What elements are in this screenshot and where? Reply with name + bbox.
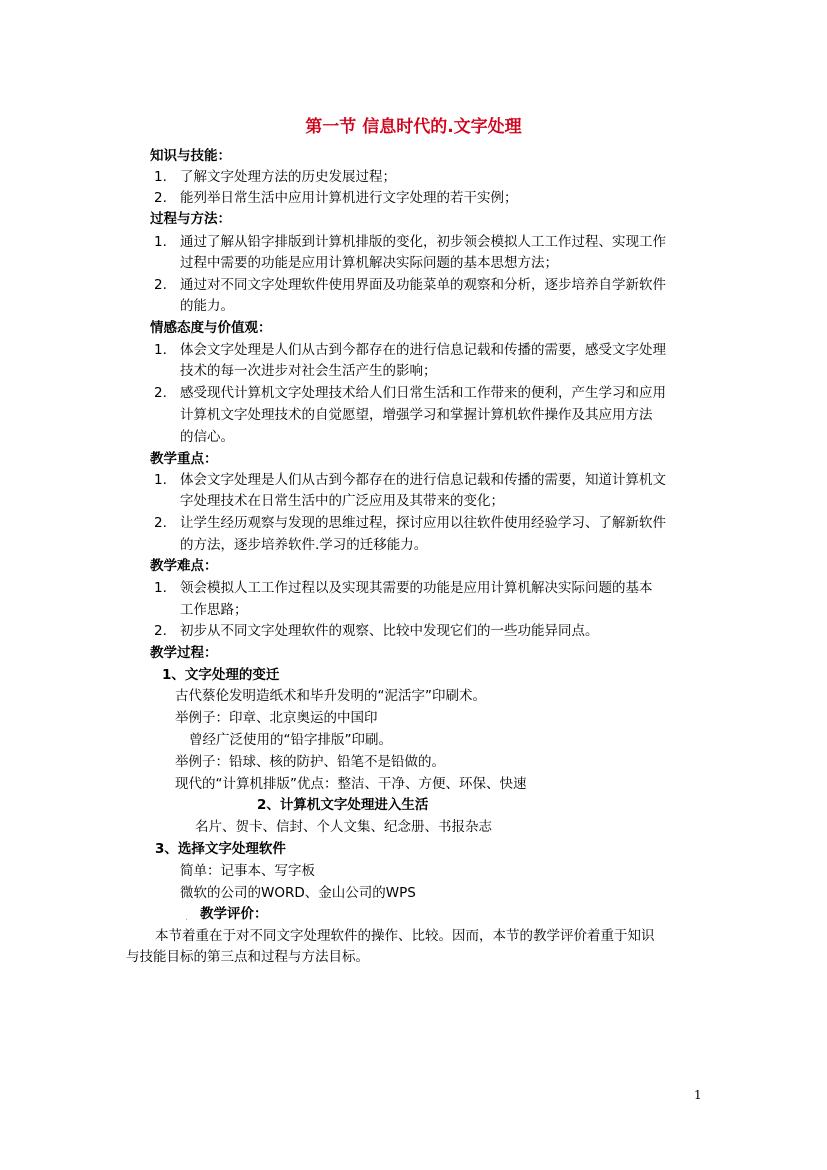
list-number: 2. [154,623,167,639]
subsection-heading: 2、计算机文字处理进入生活 [257,797,429,813]
list-item: 过程中需要的功能是应用计算机解决实际问题的基本思想方法； [180,255,558,271]
section-heading-keypoints: 教学重点： [150,451,218,467]
subsection-heading: 1、文字处理的变迁 [162,667,280,683]
list-item: 技术的每一次进步对社会生活产生的影响； [180,363,437,379]
list-item: 感受现代计算机文字处理技术给人们日常生活和工作带来的便利，产生学习和应用 [180,385,666,401]
list-item: 了解文字处理方法的历史发展过程； [180,169,396,185]
list-item: 的信心。 [180,429,234,445]
paragraph-line: 微软的公司的WORD、金山公司的WPS [180,885,416,901]
list-number: 2. [154,515,167,531]
paragraph-line: 曾经广泛使用的“铅字排版”印刷。 [189,732,392,748]
section-heading-teaching: 教学过程： [150,645,218,661]
list-number: 2. [154,277,167,293]
list-item: 计算机文字处理技术的自觉愿望，增强学习和掌握计算机软件操作及其应用方法 [180,407,653,423]
list-item: 体会文字处理是人们从古到今都存在的进行信息记载和传播的需要，知道计算机文 [180,472,666,488]
list-number: 1. [154,342,167,358]
list-item: 字处理技术在日常生活中的广泛应用及其带来的变化； [180,493,504,509]
section-heading-process: 过程与方法： [150,211,231,227]
paragraph-line: 名片、贺卡、信封、个人文集、纪念册、书报杂志 [195,819,492,835]
list-item: 领会模拟人工工作过程以及实现其需要的功能是应用计算机解决实际问题的基本 [180,580,653,596]
list-number: 1. [154,169,167,185]
section-heading-difficulties: 教学难点： [150,558,218,574]
list-item: 的能力。 [180,298,234,314]
paragraph-line: 本节着重在于对不同文字处理软件的操作、比较。因而，本节的教学评价着重于知识 [155,928,655,944]
section-heading-attitude: 情感态度与价值观： [150,320,272,336]
paragraph-line: 现代的“计算机排版”优点：整洁、干净、方便、环保、快速 [175,776,527,792]
list-number: 1. [154,234,167,250]
paragraph-line: 举例子：印章、北京奥运的中国印 [175,710,378,726]
list-item: 的方法，逐步培养软件.学习的迁移能力。 [180,537,428,553]
list-number: 1. [154,472,167,488]
page-title: 第一节 信息时代的.文字处理 [305,117,522,137]
list-item: 让学生经历观察与发现的思维过程，探讨应用以往软件使用经验学习、了解新软件 [180,515,666,531]
list-item: 体会文字处理是人们从古到今都存在的进行信息记载和传播的需要，感受文字处理 [180,342,666,358]
list-item: 能列举日常生活中应用计算机进行文字处理的若干实例； [180,190,518,206]
paragraph-line: 简单：记事本、写字板 [180,863,315,879]
list-item: 通过了解从铅字排版到计算机排版的变化，初步领会模拟人工工作过程、实现工作 [180,234,666,250]
list-number: 1. [154,580,167,596]
list-number: 2. [154,190,167,206]
list-number: 2. [154,385,167,401]
list-item: 通过对不同文字处理软件使用界面及功能菜单的观察和分析，逐步培养自学新软件 [180,277,666,293]
subsection-heading: 教学评价： [200,906,268,922]
paragraph-line: 举例子：铅球、核的防护、铅笔不是铅做的。 [175,754,445,770]
paragraph-line: 古代蔡伦发明造纸术和毕升发明的“泥活字”印刷术。 [175,688,486,704]
list-item: 初步从不同文字处理软件的观察、比较中发现它们的一些功能异同点。 [180,623,599,639]
section-heading-knowledge: 知识与技能： [150,148,231,164]
list-item: 工作思路； [180,602,248,618]
page-number: 1 [694,1088,702,1102]
stray-mark: . [185,912,189,923]
subsection-heading: 3、选择文字处理软件 [155,841,286,857]
paragraph-line: 与技能目标的第三点和过程与方法目标。 [126,949,369,965]
